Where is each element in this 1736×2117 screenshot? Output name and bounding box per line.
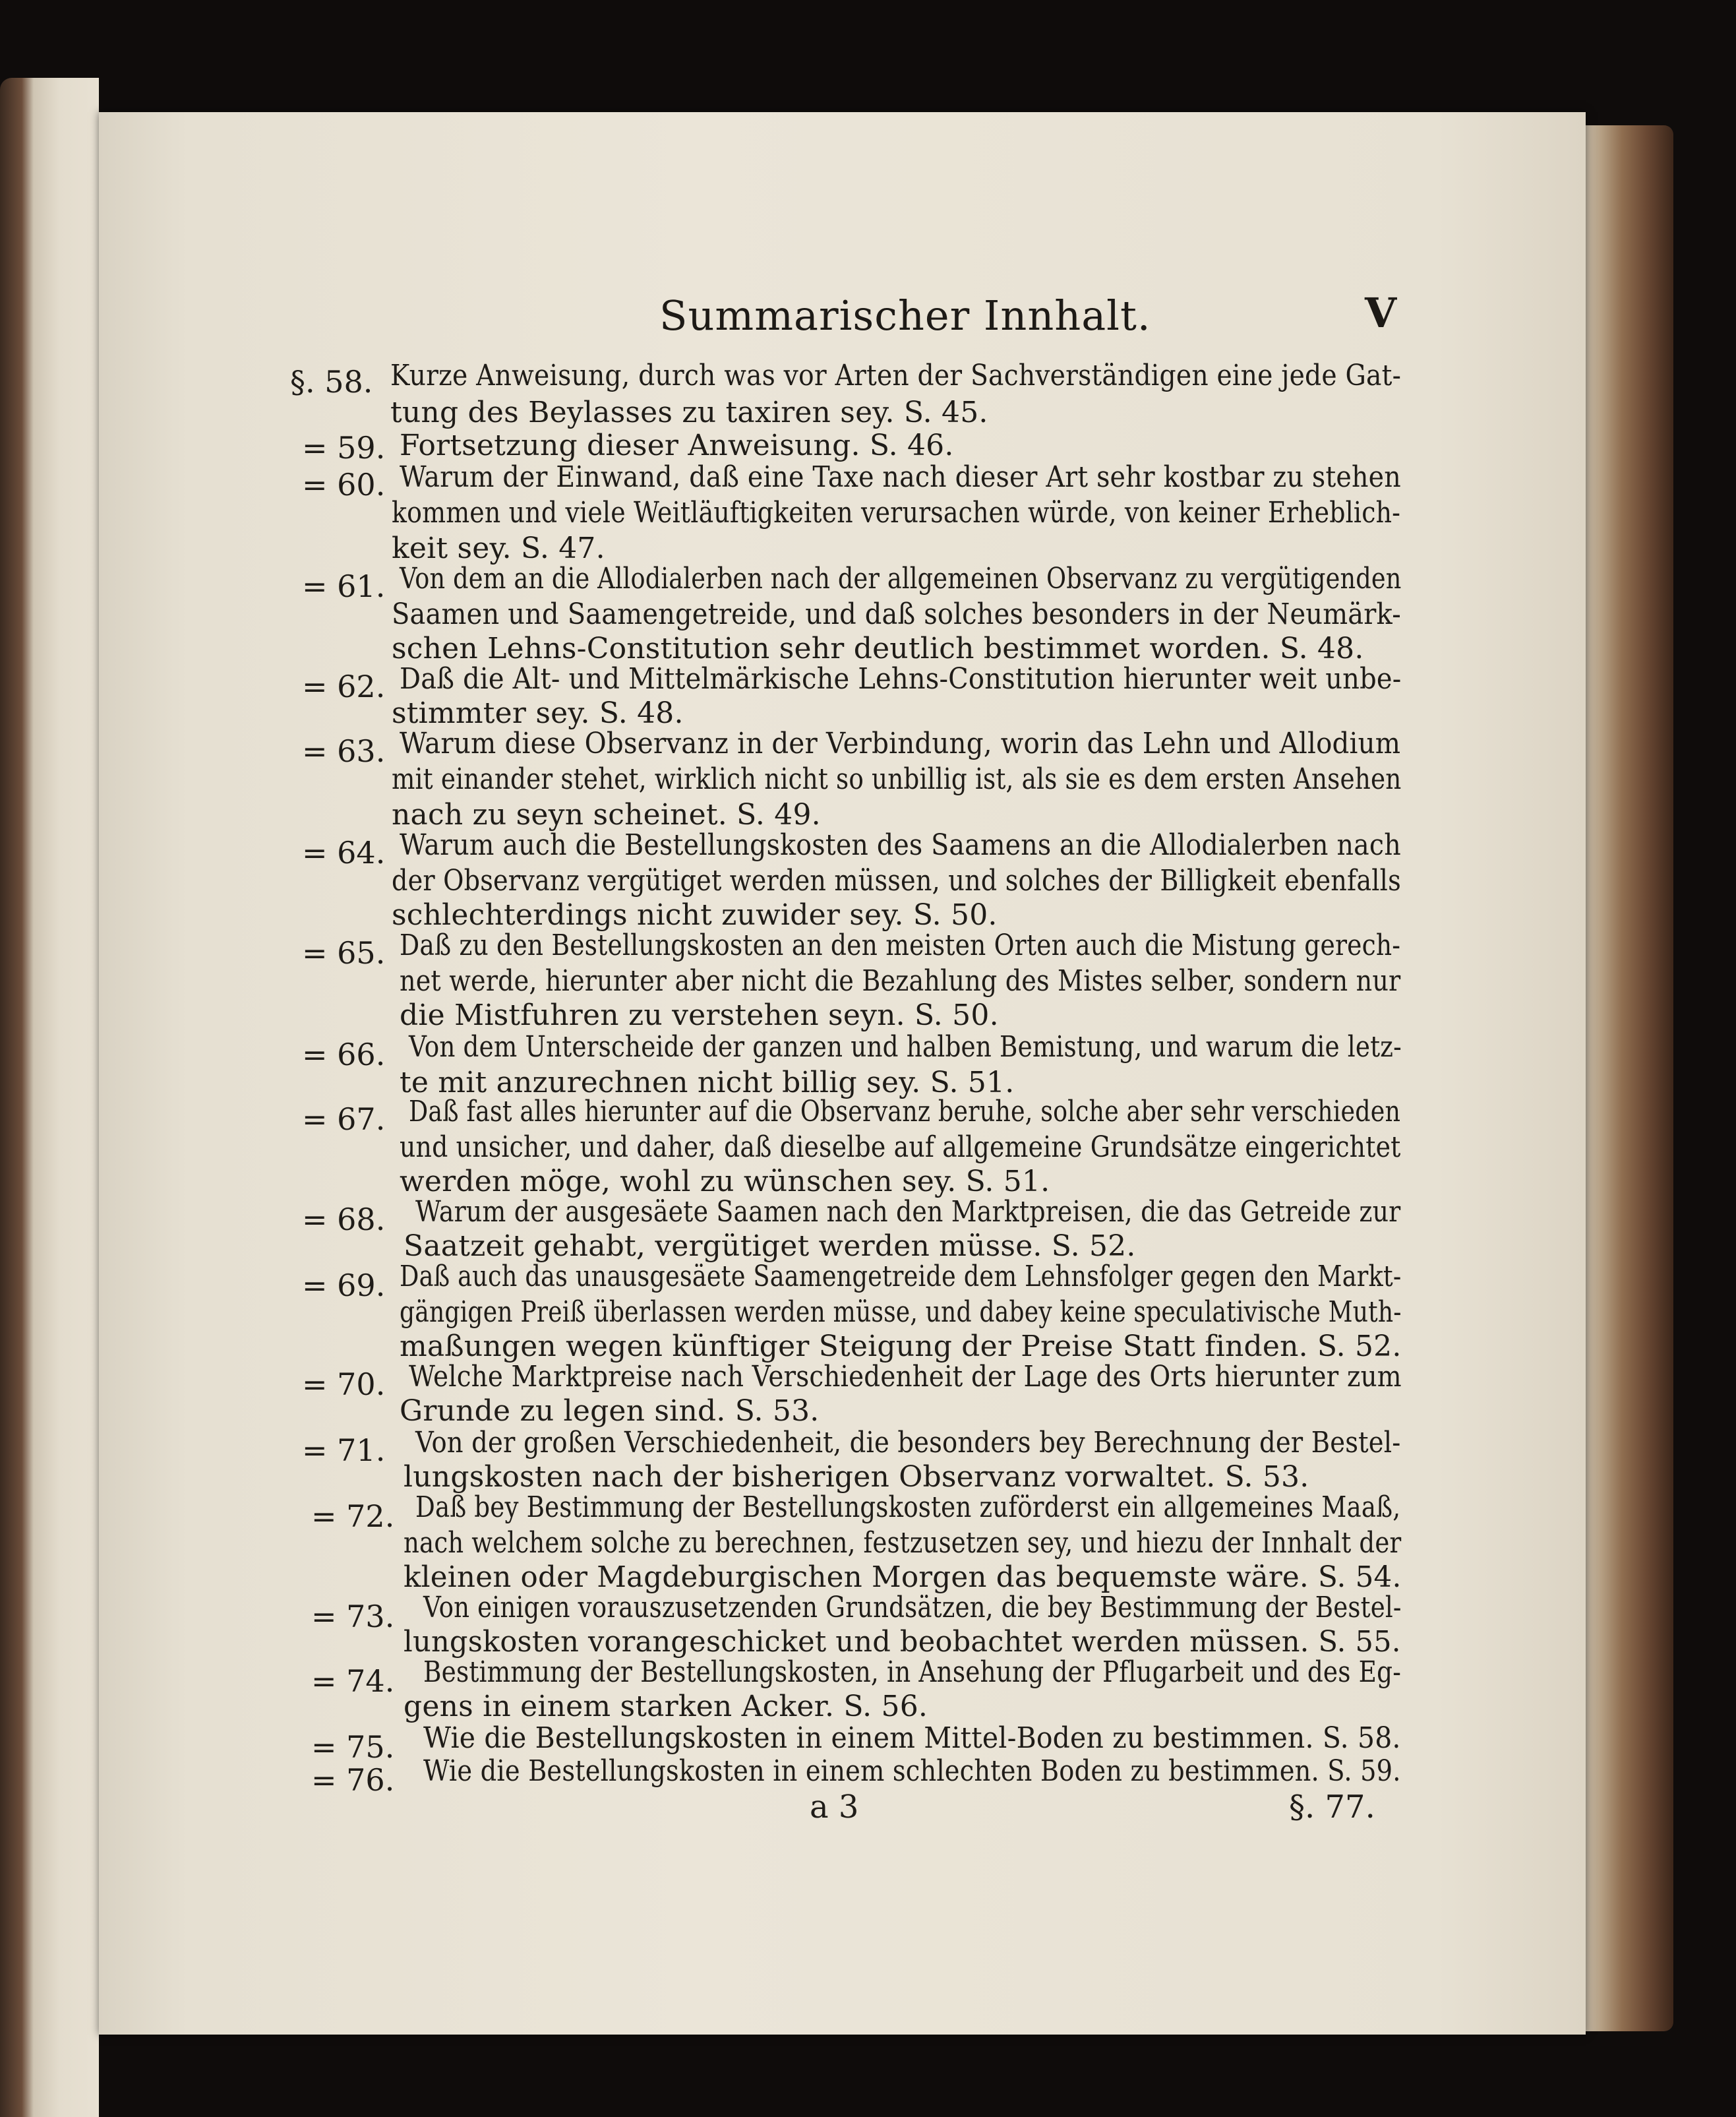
entry-number: = 61. [302, 568, 386, 604]
entry-text-line: Daß zu den Bestellungskosten an den meisten Orten auch die Mistung gerech- [400, 929, 1401, 962]
entry-number: = 75. [311, 1729, 395, 1765]
entry-number: = 65. [302, 935, 386, 971]
entry-text-line: Daß auch das unausgesäete Saamengetreide dem Lehnsfolger gegen den Markt- [400, 1260, 1402, 1293]
entry-text-line: Daß bey Bestimmung der Bestellungskosten zuförderst ein allgemeines Maaß, [415, 1490, 1401, 1524]
catchword: §. 77. [1289, 1789, 1375, 1826]
entry-number: = 63. [302, 733, 386, 769]
entry-text-line: kleinen oder Magdeburgischen Morgen das bequemste wäre. S. 54. [404, 1560, 1402, 1594]
entry-text-line: Daß fast alles hierunter auf die Observanz beruhe, solche aber sehr verschieden [409, 1095, 1401, 1128]
entry-number: §. 58. [290, 364, 373, 400]
entry-number: = 68. [302, 1202, 386, 1237]
entry-text-line: werden möge, wohl zu wünschen sey. S. 51. [400, 1165, 1050, 1198]
entry-text-line: Daß die Alt- und Mittelmärkische Lehns-Constitution hierunter weit unbe- [400, 662, 1402, 696]
entry-text-line: lungskosten vorangeschicket und beobachtet werden müssen. S. 55. [404, 1625, 1401, 1659]
book-cover-left [0, 78, 99, 2117]
entry-text-line: Wie die Bestellungskosten in einem Mittel-Boden zu bestimmen. S. 58. [423, 1721, 1401, 1755]
entry-text-line: stimmter sey. S. 48. [392, 696, 684, 730]
entry-text-line: te mit anzurechnen nicht billig sey. S. 51. [400, 1066, 1015, 1099]
entry-text-line: Wie die Bestellungskosten in einem schlechten Boden zu bestimmen. S. 59. [423, 1754, 1401, 1788]
entry-number: = 64. [302, 835, 386, 871]
entry-text-line: der Observanz vergütiget werden müssen, und solches der Billigkeit ebenfalls [392, 864, 1401, 898]
entry-text-line: Fortsetzung dieser Anweisung. S. 46. [400, 429, 954, 462]
entry-text-line: Grunde zu legen sind. S. 53. [400, 1394, 820, 1428]
entry-number: = 72. [311, 1498, 395, 1534]
entry-text-line: Saatzeit gehabt, vergütiget werden müsse. S. 52. [404, 1229, 1136, 1263]
entry-text-line: Warum auch die Bestellungskosten des Saamens an die Allodialerben nach [400, 828, 1401, 862]
entry-number: = 66. [302, 1037, 386, 1072]
entry-text-line: Warum der Einwand, daß eine Taxe nach dieser Art sehr kostbar zu stehen [400, 460, 1401, 494]
entry-text-line: Von dem Unterscheide der ganzen und halben Bemistung, und warum die letz- [409, 1030, 1402, 1064]
entry-text-line: kommen und viele Weitläuftigkeiten verursachen würde, von keiner Erheblich- [392, 496, 1401, 530]
entry-text-line: Kurze Anweisung, durch was vor Arten der Sachverständigen eine jede Gat- [390, 359, 1402, 392]
entry-text-line: lungskosten nach der bisherigen Observanz vorwaltet. S. 53. [404, 1460, 1309, 1494]
entry-number: = 60. [302, 467, 386, 503]
entry-text-line: Von der großen Verschiedenheit, die besonders bey Berechnung der Bestel- [415, 1426, 1401, 1459]
book-page-edges-right [1581, 125, 1673, 2031]
entry-text-line: nach zu seyn scheinet. S. 49. [392, 798, 821, 832]
entry-text-line: Saamen und Saamengetreide, und daß solches besonders in der Neumärk- [392, 598, 1401, 631]
entry-text-line: gängigen Preiß überlassen werden müsse, und dabey keine speculativische Muth- [400, 1295, 1402, 1329]
entry-text-line: Welche Marktpreise nach Verschiedenheit der Lage des Orts hierunter zum [409, 1360, 1402, 1394]
entry-text-line: maßungen wegen künftiger Steigung der Preise Statt finden. S. 52. [400, 1330, 1402, 1363]
entry-number: = 70. [302, 1366, 386, 1402]
entry-number: = 74. [311, 1663, 395, 1699]
entry-number: = 62. [302, 669, 386, 704]
entry-text-line: keit sey. S. 47. [392, 532, 605, 565]
running-title: Summarischer Innhalt. [659, 291, 1151, 340]
entry-text-line: und unsicher, und daher, daß dieselbe auf allgemeine Grundsätze eingerichtet [400, 1130, 1401, 1164]
entry-number: = 69. [302, 1268, 386, 1303]
page-number: V [1365, 289, 1397, 337]
entry-text-line: gens in einem starken Acker. S. 56. [404, 1690, 928, 1723]
entry-number: = 67. [302, 1101, 386, 1137]
entry-text-line: Warum der ausgesäete Saamen nach den Marktpreisen, die das Getreide zur [415, 1195, 1401, 1229]
entry-number: = 71. [302, 1432, 386, 1468]
entry-text-line: net werde, hierunter aber nicht die Bezahlung des Mistes selber, sondern nur [400, 964, 1401, 998]
entry-text-line: Bestimmung der Bestellungskosten, in Ansehung der Pflugarbeit und des Eg- [423, 1655, 1402, 1689]
entry-text-line: nach welchem solche zu berechnen, festzusetzen sey, und hiezu der Innhalt der [404, 1526, 1402, 1560]
entry-text-line: schen Lehns-Constitution sehr deutlich bestimmet worden. S. 48. [392, 632, 1364, 665]
signature-mark: a 3 [810, 1789, 859, 1826]
entry-text-line: mit einander stehet, wirklich nicht so unbillig ist, als sie es dem ersten Ansehen [392, 762, 1402, 796]
entry-text-line: die Mistfuhren zu verstehen seyn. S. 50. [400, 998, 999, 1032]
entry-text-line: Von einigen vorauszusetzenden Grundsätzen, die bey Bestimmung der Bestel- [423, 1591, 1402, 1624]
entry-number: = 73. [311, 1599, 395, 1634]
entry-text-line: schlechterdings nicht zuwider sey. S. 50. [392, 898, 998, 932]
entry-text-line: Warum diese Observanz in der Verbindung, worin das Lehn und Allodium [400, 727, 1401, 760]
entry-text-line: Von dem an die Allodialerben nach der allgemeinen Observanz zu vergütigenden [400, 562, 1402, 596]
entry-number: = 59. [302, 430, 386, 466]
entry-number: = 76. [311, 1762, 395, 1798]
entry-text-line: tung des Beylasses zu taxiren sey. S. 45. [390, 396, 988, 429]
